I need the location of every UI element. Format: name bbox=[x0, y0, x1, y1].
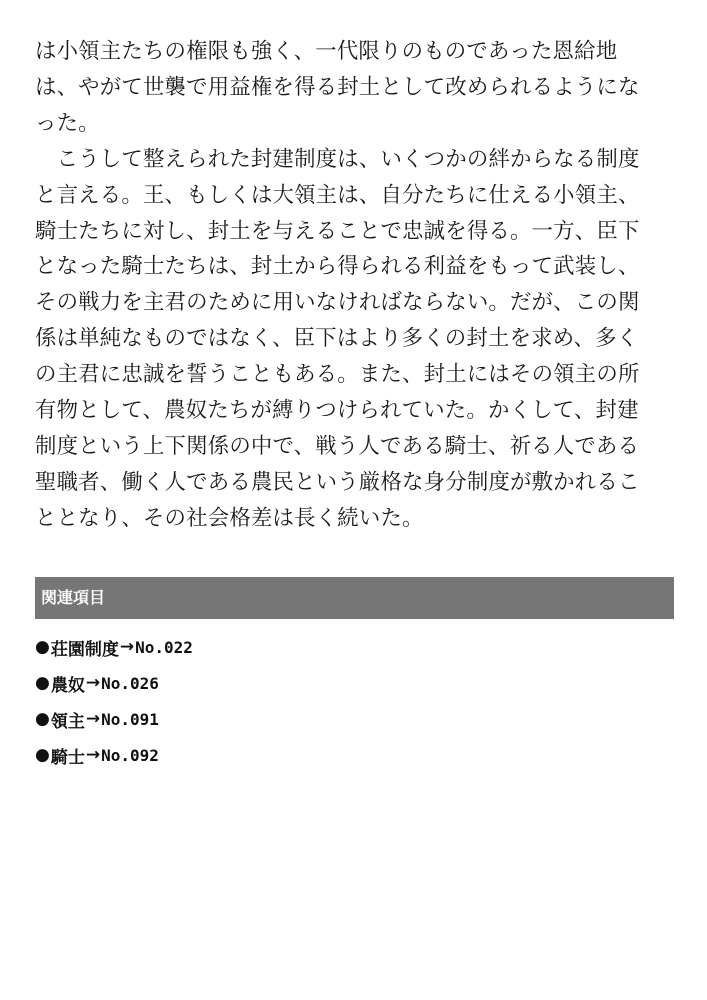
text-line: こうして整えられた封建制度は、いくつかの絆からなる制度 bbox=[35, 146, 640, 172]
related-item-label: 騎士 bbox=[50, 747, 85, 768]
related-item-knight[interactable] bbox=[35, 737, 674, 773]
related-item-ref: No.091 bbox=[101, 709, 159, 729]
text-line: ととなり、その社会格差は長く続いた。 bbox=[35, 505, 424, 531]
text-line: となった騎士たちは、封土から得られる利益をもって武装し、 bbox=[35, 254, 640, 280]
related-item-serf[interactable] bbox=[35, 665, 674, 701]
text-line: 騎士たちに対し、封土を与えることで忠誠を得る。一方、臣下 bbox=[35, 218, 640, 244]
bullet-icon: ● bbox=[35, 637, 50, 657]
arrow-right-icon: → bbox=[85, 745, 101, 765]
body-paragraph bbox=[35, 34, 677, 537]
related-item-label: 荘園制度 bbox=[50, 639, 119, 660]
related-header: 関連項目 bbox=[35, 577, 674, 619]
related-list bbox=[35, 629, 674, 773]
bullet-icon: ● bbox=[35, 673, 50, 693]
text-line: った。 bbox=[35, 110, 100, 136]
text-line: 聖職者、働く人である農民という厳格な身分制度が敷かれるこ bbox=[35, 469, 640, 495]
body-text bbox=[35, 34, 677, 537]
text-line: 制度という上下関係の中で、戦う人である騎士、祈る人である bbox=[35, 433, 640, 459]
text-line: と言える。王、もしくは大領主は、自分たちに仕える小領主、 bbox=[35, 182, 640, 208]
related-item-label: 領主 bbox=[50, 711, 85, 732]
arrow-right-icon: → bbox=[119, 637, 135, 657]
text-line: 有物として、農奴たちが縛りつけられていた。かくして、封建 bbox=[35, 398, 639, 424]
text-line: は小領主たちの権限も強く、一代限りのものであった恩給地 bbox=[35, 39, 618, 64]
related-item-ref: No.092 bbox=[101, 745, 159, 765]
related-item-ref: No.022 bbox=[135, 637, 193, 657]
arrow-right-icon: → bbox=[85, 709, 101, 729]
related-item-manor-system[interactable] bbox=[35, 629, 674, 665]
text-line: の主君に忠誠を誓うこともある。また、封土にはその領主の所 bbox=[35, 362, 640, 388]
bullet-icon: ● bbox=[35, 745, 50, 765]
related-item-ref: No.026 bbox=[101, 673, 159, 693]
text-line: 係は単純なものではなく、臣下はより多くの封土を求め、多く bbox=[35, 326, 639, 352]
related-item-lord[interactable] bbox=[35, 701, 674, 737]
text-line: は、やがて世襲で用益権を得る封土として改められるようにな bbox=[35, 74, 640, 100]
related-section bbox=[35, 577, 674, 773]
arrow-right-icon: → bbox=[85, 673, 101, 693]
bullet-icon: ● bbox=[35, 709, 50, 729]
text-line: その戦力を主君のために用いなければならない。だが、この関 bbox=[35, 290, 640, 316]
related-item-label: 農奴 bbox=[50, 675, 85, 696]
